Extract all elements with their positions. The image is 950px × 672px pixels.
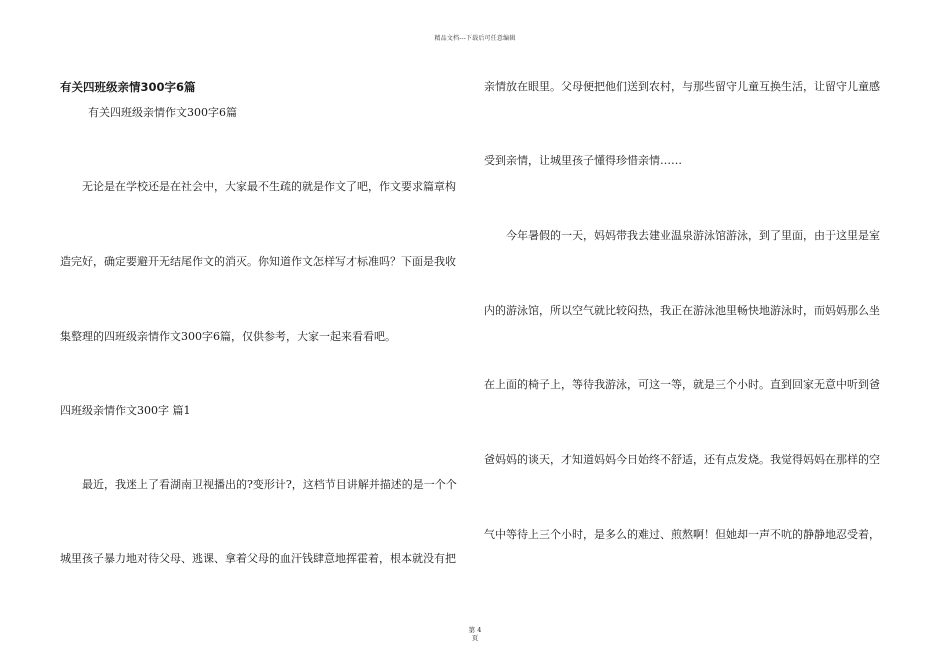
paragraph-line: 今年暑假的一天，妈妈带我去建业温泉游泳馆游泳，到了里面，由于这里是室	[506, 229, 880, 242]
page-header: 精品文档---下载后可任意编辑	[434, 35, 516, 42]
section-heading: 四班级亲情作文300字 篇1	[60, 404, 191, 417]
page-number-suffix: 页	[471, 634, 479, 642]
paragraph-line: 造完好，确定要避开无结尾作文的消灭。你知道作文怎样写才标准吗？下面是我收	[60, 255, 456, 268]
document-subtitle: 有关四班级亲情作文300字6篇	[88, 106, 237, 119]
paragraph-line: 最近，我迷上了看湖南卫视播出的?变形计?，这档节目讲解并描述的是一个个	[82, 478, 457, 491]
paragraph-line: 爸妈妈的谈天，才知道妈妈今日始终不舒适，还有点发烧。我觉得妈妈在那样的空	[484, 453, 880, 466]
paragraph-line: 集整理的四班级亲情作文300字6篇，仅供参考，大家一起来看看吧。	[60, 330, 396, 343]
paragraph-line: 气中等待上三个小时，是多么的难过、煎熬啊！但她却一声不吭的静静地忍受着，	[484, 528, 880, 541]
paragraph-line: 无论是在学校还是在社会中，大家最不生疏的就是作文了吧，作文要求篇章构	[82, 180, 456, 193]
page-number: 第 4	[468, 626, 482, 634]
paragraph-line: 内的游泳馆，所以空气就比较闷热，我正在游泳池里畅快地游泳时，而妈妈那么坐	[484, 304, 880, 317]
paragraph-line: 在上面的椅子上，等待我游泳，可这一等，就是三个小时。直到回家无意中听到爸	[484, 378, 880, 391]
paragraph-line: 受到亲情，让城里孩子懂得珍惜亲情……	[484, 154, 682, 167]
document-title: 有关四班级亲情300字6篇	[60, 80, 196, 94]
paragraph-line: 城里孩子暴力地对待父母、逃课、拿着父母的血汗钱肆意地挥霍着，根本就没有把	[60, 552, 456, 565]
paragraph-line: 亲情放在眼里。父母便把他们送到农村，与那些留守儿童互换生活，让留守儿童感	[484, 80, 880, 93]
